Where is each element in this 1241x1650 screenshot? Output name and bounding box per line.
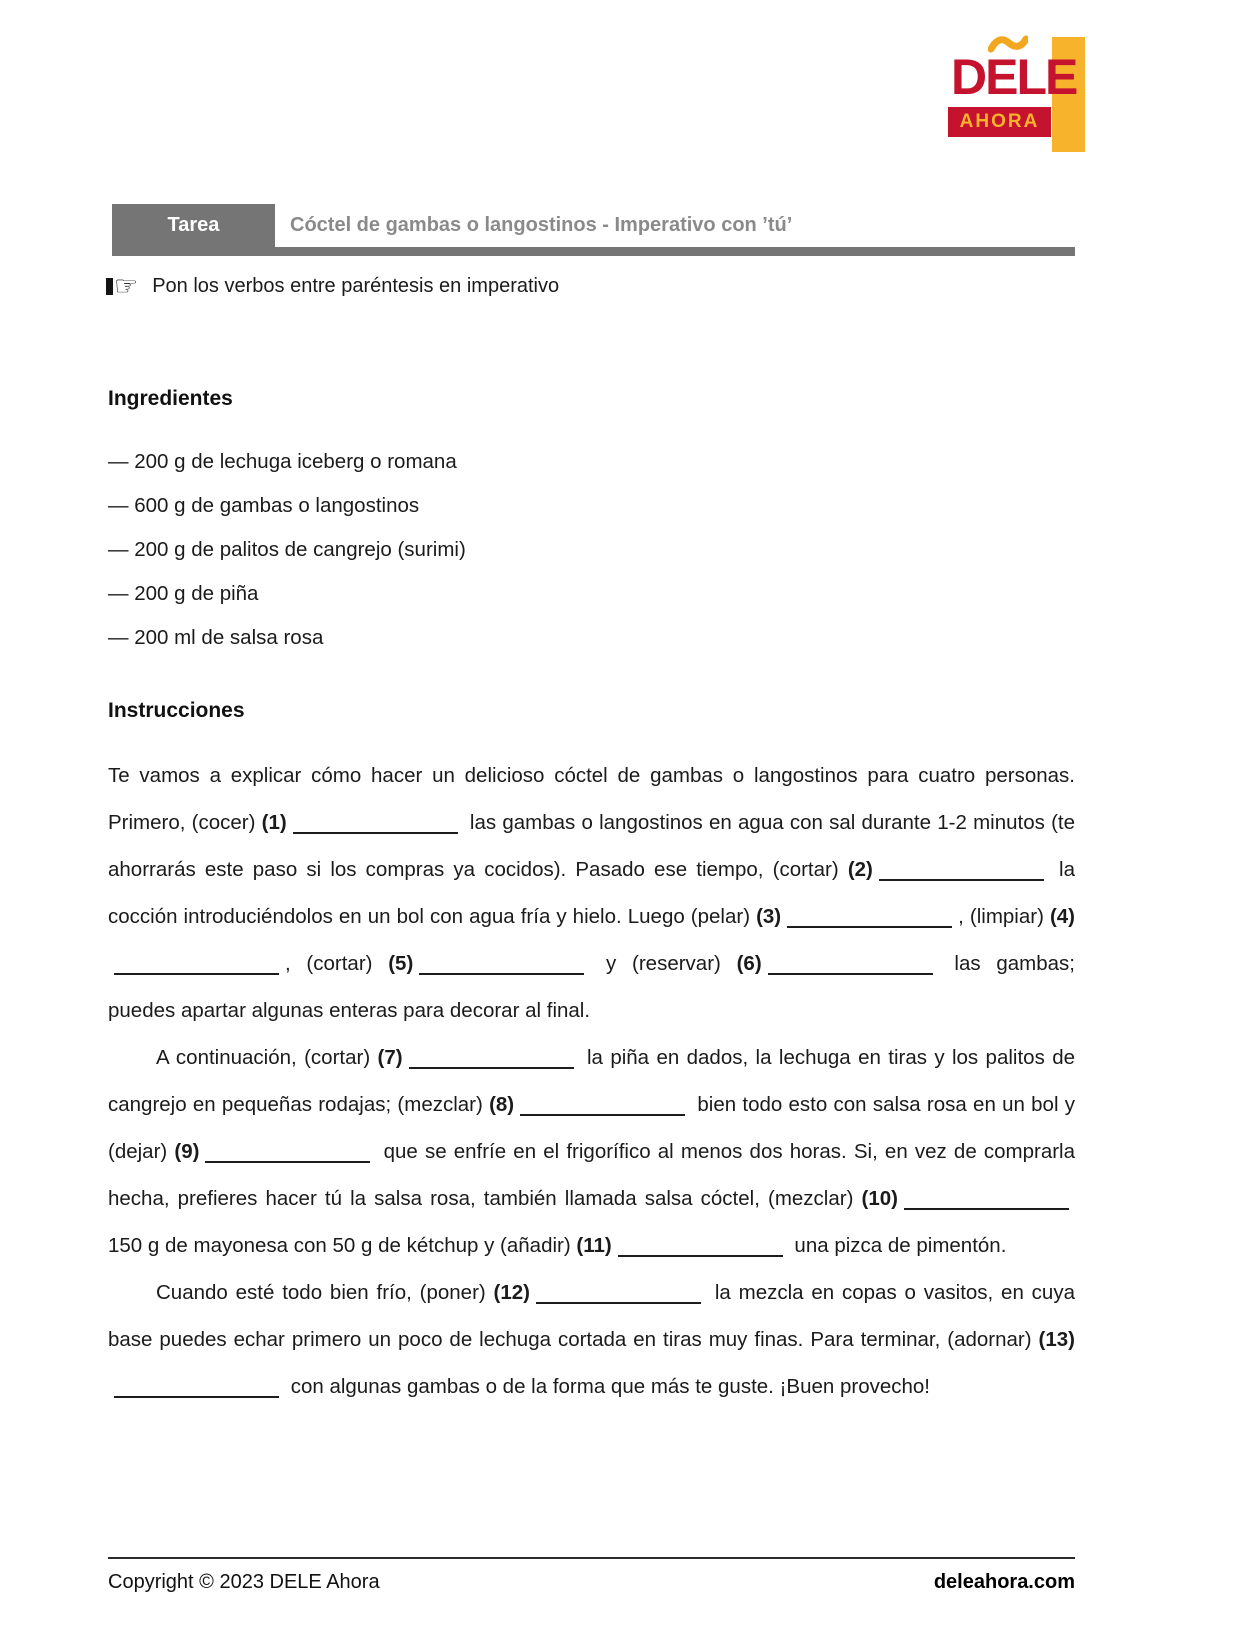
- answer-blank[interactable]: [618, 1237, 783, 1258]
- blank-number: (10): [861, 1187, 898, 1210]
- footer-rule: [108, 1557, 1075, 1559]
- answer-blank[interactable]: [293, 814, 458, 835]
- task-title: Cóctel de gambas o langostinos - Imperativo con ’tú’: [290, 214, 793, 236]
- answer-blank[interactable]: [787, 908, 952, 929]
- ingredient-item: — 200 g de palitos de cangrejo (surimi): [108, 538, 466, 561]
- footer-site-link[interactable]: deleahora.com: [933, 1571, 1075, 1593]
- ingredient-item: — 200 g de lechuga iceberg o romana: [108, 450, 457, 473]
- blank-number: (9): [174, 1140, 200, 1163]
- ingredient-item: — 600 g de gambas o langostinos: [108, 494, 420, 517]
- ingredients-list: [108, 440, 1075, 660]
- blank-number: (6): [736, 952, 762, 975]
- logo-tilde-icon: [988, 34, 1028, 59]
- answer-blank[interactable]: [520, 1096, 685, 1117]
- ingredients-heading: Ingredientes: [108, 387, 233, 410]
- header-rule: [112, 247, 1075, 256]
- tarea-tab: Tarea: [112, 204, 275, 247]
- instructions-section: [108, 698, 1075, 1410]
- blank-number: (12): [493, 1281, 531, 1304]
- answer-blank[interactable]: [879, 861, 1044, 882]
- blank-number: (5): [388, 952, 414, 975]
- blank-number: (8): [489, 1093, 515, 1116]
- answer-blank[interactable]: [419, 955, 584, 976]
- blank-number: (11): [576, 1234, 612, 1257]
- blank-number: (7): [377, 1046, 403, 1069]
- task-prompt: [106, 268, 559, 304]
- dele-ahora-logo: [0, 0, 1241, 170]
- answer-blank[interactable]: [114, 955, 279, 976]
- answer-blank[interactable]: [205, 1143, 370, 1164]
- answer-blank[interactable]: [114, 1378, 279, 1399]
- ingredient-item: — 200 g de piña: [108, 582, 259, 605]
- pointing-hand-icon: ☞: [106, 273, 138, 300]
- answer-blank[interactable]: [904, 1190, 1069, 1211]
- answer-blank[interactable]: [409, 1049, 574, 1070]
- blank-number: (1): [261, 811, 287, 834]
- footer-copyright: Copyright © 2023 DELE Ahora: [108, 1571, 380, 1593]
- task-prompt-text: Pon los verbos entre paréntesis en imperativo: [152, 274, 560, 297]
- instruction-paragraph: Te vamos a explicar cómo hacer un delicioso cóctel de gambas o langostinos para cuatro personas. Primero, (cocer) (1) las gambas o langostinos en agua con sal durante 1-2 minutos (te ahorrarás este paso si los compras ya cocidos). Pasado ese tiempo, (cortar) (2) la cocción introduciéndolos en un bol con agua fría y hielo. Luego (pelar) (3) , (limpiar) (4), (cortar) (5) y (reservar) (6) las gambas; puedes apartar algunas enteras para decorar al final.: [108, 764, 1076, 1022]
- blank-number: (4): [1049, 905, 1076, 928]
- instruction-paragraph: A continuación, (cortar) (7) la piña en dados, la lechuga en tiras y los palitos de cangrejo en pequeñas rodajas; (mezclar) (8) bien todo esto con salsa rosa en un bol y (dejar) (9) que se enfríe en el frigorífico al menos dos horas. Si, en vez de comprarla hecha, prefieres hacer tú la salsa rosa, también llamada salsa cóctel, (mezclar) (10) 150 g de mayonesa con 50 g de kétchup y (añadir) (11) una pizca de pimentón.: [108, 1046, 1075, 1257]
- logo-ahora-box: AHORA: [948, 107, 1051, 137]
- blank-number: (2): [847, 858, 873, 881]
- blank-number: (13): [1038, 1328, 1075, 1351]
- answer-blank[interactable]: [768, 955, 933, 976]
- instruction-paragraph: Cuando esté todo bien frío, (poner) (12) la mezcla en copas o vasitos, en cuya base puedes echar primero un poco de lechuga cortada en tiras muy finas. Para terminar, (adornar) (13) con algunas gambas o de la forma que más te guste. ¡Buen provecho!: [108, 1281, 1075, 1398]
- ingredients-section: [108, 386, 1075, 660]
- logo-wordmark: DELE: [951, 49, 1077, 105]
- instructions-paragraphs: [108, 752, 1075, 1410]
- ingredient-item: — 200 ml de salsa rosa: [108, 626, 324, 649]
- instructions-heading: Instrucciones: [108, 699, 245, 722]
- blank-number: (3): [756, 905, 782, 928]
- answer-blank[interactable]: [536, 1284, 701, 1305]
